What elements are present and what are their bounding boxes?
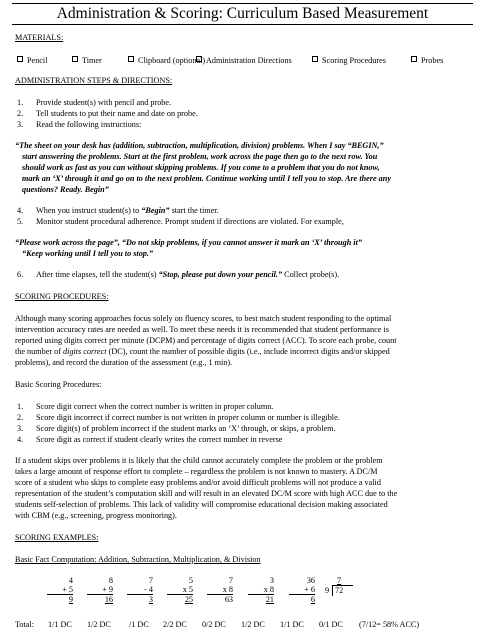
admin-step-text: Provide student(s) with pencil and probe. — [36, 98, 172, 107]
instruction-quote-line: start answering the problems. Start at the first problem, work across the page then go to the next row. You — [22, 152, 378, 161]
admin-step: 5. — [17, 217, 24, 226]
validity-paragraph-line: students self-selection of problems. This lack of validity will compromise educational decision making associated — [15, 500, 388, 509]
admin-step-text: Tell students to put their name and date on probe. — [36, 109, 198, 118]
admin-step: 3. — [17, 120, 24, 129]
basic-step-num: 4. — [17, 435, 24, 444]
admin-step-text: Monitor student procedural adherence. Prompt student if directions are violated. For example, — [36, 217, 344, 226]
validity-paragraph-line: with CBM (e.g., screening, progress monitoring). — [15, 511, 177, 520]
total-accuracy: (7/12= 58% ACC) — [359, 620, 420, 629]
basic-step-text: Score digit incorrect if correct number is not written in proper column or number is illegible. — [36, 413, 340, 422]
scoring-paragraph-line: reported using digits correct per minute (DCPM) and percentage of digits correct (ACC). To score each probe, count — [15, 336, 397, 345]
scoring-paragraph-line: intervention accuracy rates are needed as well. To meet these needs it is recommended that student performance is — [15, 325, 389, 334]
materials-item-clipboard: Clipboard (optional) — [128, 56, 205, 66]
admin-step-text: Read the following instructions: — [36, 120, 142, 129]
scoring-heading: SCORING PROCEDURES: — [15, 292, 109, 301]
math-problem: 8 + 9 16 — [87, 576, 113, 604]
scoring-paragraph-line: problems), and record the duration of the assessment (e.g., 1 min). — [15, 358, 233, 367]
validity-paragraph-line: takes a large amount of response effort to complete – regardless the problem is not known to mastery. A DC/M — [15, 467, 378, 476]
math-problem: 7 - 4 3 — [127, 576, 153, 604]
examples-subheading: Basic Fact Computation: Addition, Subtraction, Multiplication, & Division — [15, 555, 261, 564]
materials-item-directions: Administration Directions — [196, 56, 292, 66]
materials-item-scoring: Scoring Procedures — [312, 56, 386, 66]
validity-paragraph-line: score of a student who skips to complete easy problems and/or avoid difficult problems will not produce a valid — [15, 478, 381, 487]
instruction-quote-line: “The sheet on your desk has (addition, subtraction, multiplication, division) problems. When I say “BEGIN,” — [15, 141, 384, 150]
total-score: 1/2 DC — [87, 620, 111, 629]
total-score: 2/2 DC — [163, 620, 187, 629]
admin-heading: ADMINISTRATION STEPS & DIRECTIONS: — [15, 76, 173, 85]
basic-step-num: 1. — [17, 402, 24, 411]
total-score: /1 DC — [129, 620, 149, 629]
math-problem: 36 + 6 6 — [289, 576, 315, 604]
division-quotient: 7 — [337, 576, 342, 585]
admin-step-text: After time elapses, tell the student(s) “Stop, please put down your pencil.” Collect probe(s). — [36, 270, 340, 279]
basic-step-num: 3. — [17, 424, 24, 433]
admin-step: 4. — [17, 206, 24, 215]
checkbox-icon — [128, 56, 134, 62]
instruction-quote-line: should work as fast as you can without skipping problems. If you come to a problem that you do not know, — [22, 163, 380, 172]
checkbox-icon — [72, 56, 78, 62]
instruction-quote-line: mark an ‘X’ through it and go on to the next problem. Continue working until I tell you to stop. Are there any — [22, 174, 391, 183]
title-bar — [12, 3, 473, 25]
checkbox-icon — [17, 56, 23, 62]
checkbox-icon — [196, 56, 202, 62]
basic-step-text: Score digit(s) of problem incorrect if the student marks an ‘X’ through, or skips, a problem. — [36, 424, 336, 433]
total-score: 1/1 DC — [48, 620, 72, 629]
math-problem: 5 x 5 25 — [167, 576, 193, 604]
checkbox-icon — [312, 56, 318, 62]
math-problem: 4 + 5 9 — [47, 576, 73, 604]
validity-paragraph-line: If a student skips over problems it is likely that the child cannot accurately complete the problem or the problem — [15, 456, 383, 465]
admin-step: 1. — [17, 98, 24, 107]
materials-item-pencil: Pencil — [17, 56, 47, 66]
total-score: 1/1 DC — [280, 620, 304, 629]
basic-scoring-heading: Basic Scoring Procedures: — [15, 380, 102, 389]
admin-step: 2. — [17, 109, 24, 118]
prompt-quote-line: “Keep working until I tell you to stop.” — [22, 249, 154, 258]
scoring-paragraph-line: Although many scoring approaches focus solely on fluency scores, to best match student responding to the optimal — [15, 314, 392, 323]
scoring-paragraph-line: the number of digits correct (DC), count the number of possible digits (i.e., include incorrect digits and/or skipped — [15, 347, 390, 356]
checkbox-icon — [411, 56, 417, 62]
total-score: 0/1 DC — [319, 620, 343, 629]
total-score: 0/2 DC — [202, 620, 226, 629]
materials-item-timer: Timer — [72, 56, 102, 66]
basic-step-text: Score digit correct when the correct number is written in proper column. — [36, 402, 274, 411]
admin-step-text: When you instruct student(s) to “Begin” start the timer. — [36, 206, 219, 215]
math-problem: 7 x 8 63 — [207, 576, 233, 604]
materials-item-probes: Probes — [411, 56, 443, 66]
basic-step-num: 2. — [17, 413, 24, 422]
division-problem: 9 72 — [328, 585, 354, 595]
page-title: Administration & Scoring: Curriculum Based Measurement — [56, 5, 429, 22]
math-problem: 3 x 8 21 — [248, 576, 274, 604]
basic-step-text: Score digit as correct if student clearly writes the correct number in reverse — [36, 435, 283, 444]
total-score: 1/2 DC — [241, 620, 265, 629]
total-label: Total: — [15, 620, 34, 629]
admin-step: 6. — [17, 270, 24, 279]
instruction-quote-line: questions? Ready. Begin” — [22, 185, 109, 194]
validity-paragraph-line: representation of the student’s computation skill and will result in an elevated DC/M score with high ACC due to the — [15, 489, 398, 498]
prompt-quote-line: “Please work across the page”, “Do not skip problems, if you cannot answer it mark an ‘X’ through it” — [15, 238, 362, 247]
materials-heading: MATERIALS: — [15, 33, 64, 42]
examples-heading: SCORING EXAMPLES: — [15, 533, 99, 542]
